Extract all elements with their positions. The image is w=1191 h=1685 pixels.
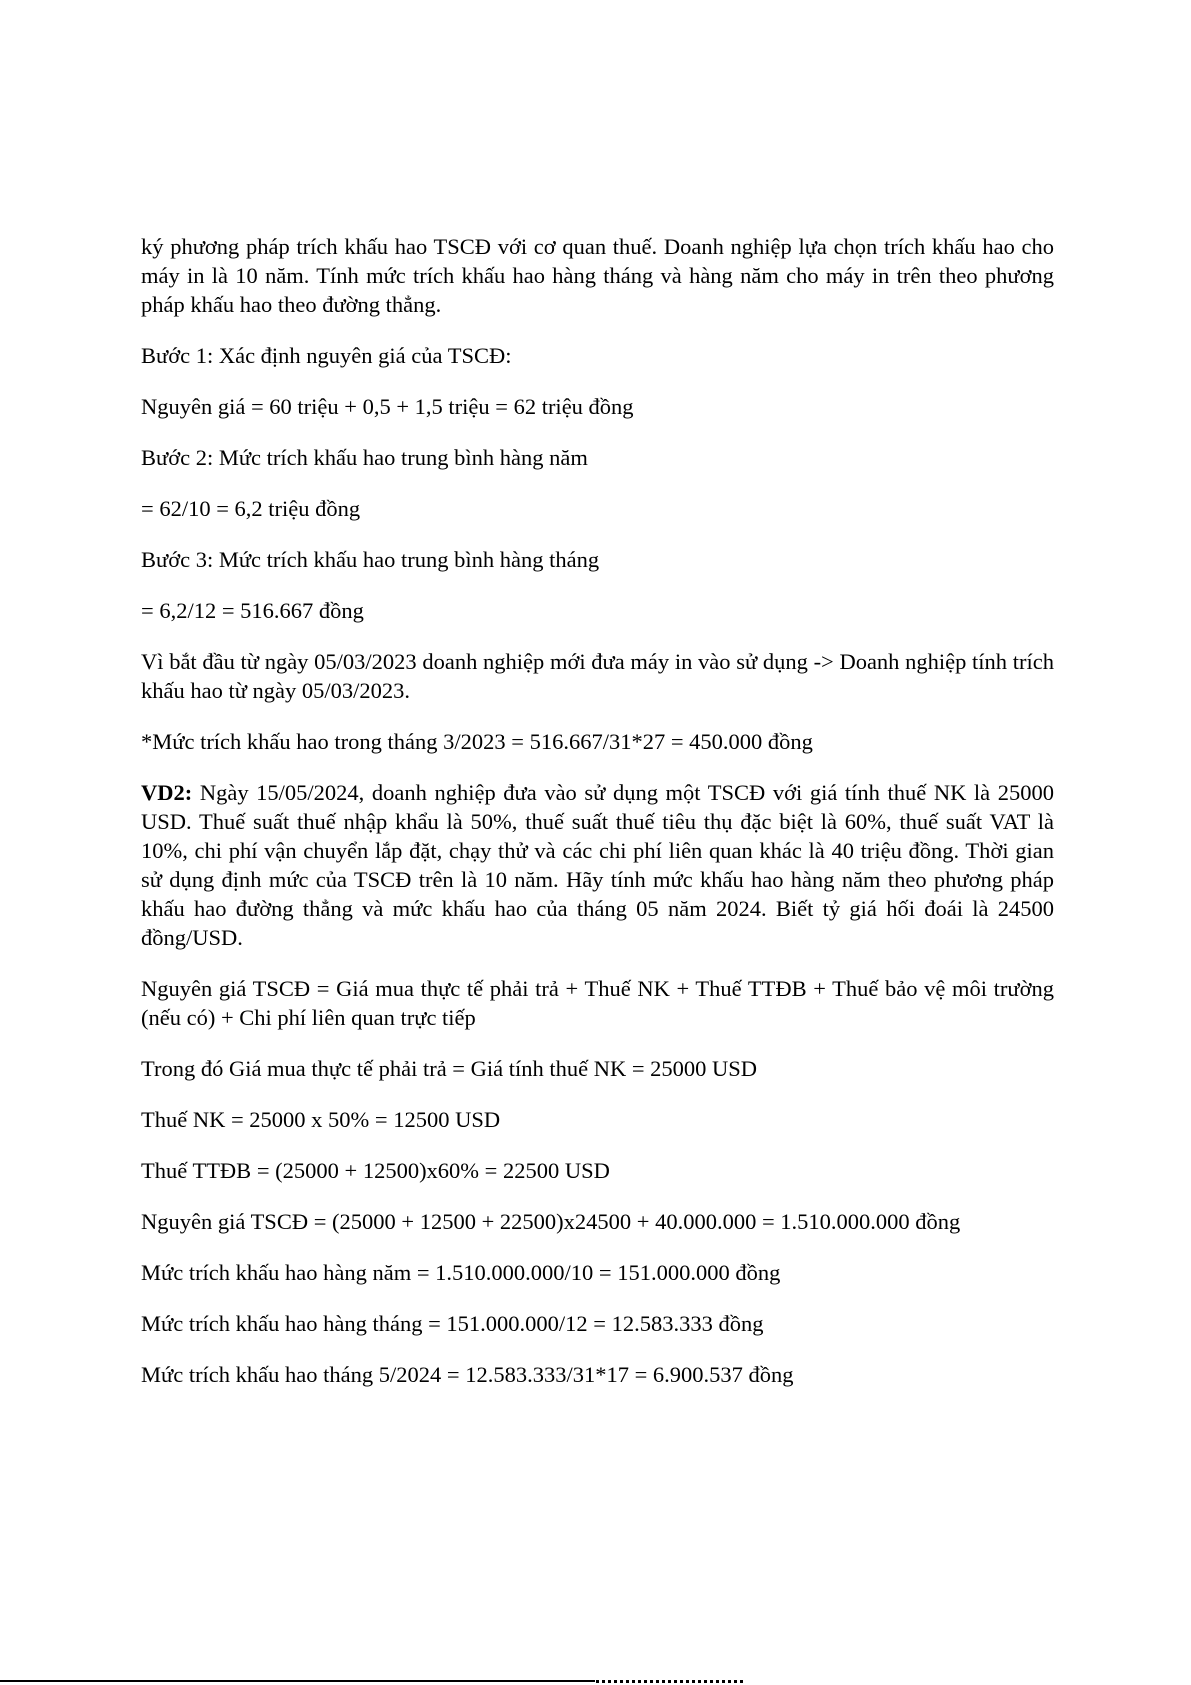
monthly-depreciation-result: = 6,2/12 = 516.667 đồng	[141, 598, 364, 623]
may-depreciation-line: Mức trích khấu hao tháng 5/2024 = 12.583.333/31*17 = 6.900.537 đồng	[141, 1362, 794, 1387]
original-cost-formula: Nguyên giá = 60 triệu + 0,5 + 1,5 triệu = 62 triệu đồng	[141, 394, 634, 419]
document-body	[141, 232, 1054, 1411]
step-3-heading: Bước 3: Mức trích khấu hao trung bình hàng tháng	[141, 547, 600, 572]
annual-depreciation-line: Mức trích khấu hao hàng năm = 1.510.000.000/10 = 151.000.000 đồng	[141, 1260, 781, 1285]
special-tax-line: Thuế TTĐB = (25000 + 12500)x60% = 22500 USD	[141, 1158, 610, 1183]
start-date-note: Vì bắt đầu từ ngày 05/03/2023 doanh nghiệp mới đưa máy in vào sử dụng -> Doanh nghiệp tính trích khấu hao từ ngày 05/03/2023.	[141, 649, 1054, 703]
example-2-label: VD2:	[141, 780, 193, 805]
example-2-problem	[141, 778, 1054, 952]
footer-divider	[0, 1680, 595, 1682]
example-2-text: Ngày 15/05/2024, doanh nghiệp đưa vào sử dụng một TSCĐ với giá tính thuế NK là 25000 USD. Thuế suất thuế nhập khẩu là 50%, thuế suất thuế tiêu thụ đặc biệt là 60%, thuế suất VAT là 10%, chi phí vận chuyển lắp đặt, chạy thử và các chi phí liên quan khác là 40 triệu đồng. Thời gian sử dụng định mức của TSCĐ trên là 10 năm. Hãy tính mức khấu hao hàng năm theo phương pháp khấu hao đường thẳng và mức khấu hao của tháng 05 năm 2024. Biết tỷ giá hối đoái là 24500 đồng/USD.	[141, 780, 1054, 950]
paragraph-intro: ký phương pháp trích khấu hao TSCĐ với cơ quan thuế. Doanh nghiệp lựa chọn trích khấu hao cho máy in là 10 năm. Tính mức trích khấu hao hàng tháng và hàng năm cho máy in trên theo phương pháp khấu hao theo đường thẳng.	[141, 234, 1054, 317]
footer-marks	[596, 1680, 746, 1683]
original-cost-calculation: Nguyên giá TSCĐ = (25000 + 12500 + 22500)x24500 + 40.000.000 = 1.510.000.000 đồng	[141, 1209, 961, 1234]
annual-depreciation-result: = 62/10 = 6,2 triệu đồng	[141, 496, 361, 521]
step-1-heading: Bước 1: Xác định nguyên giá của TSCĐ:	[141, 343, 512, 368]
original-cost-definition: Nguyên giá TSCĐ = Giá mua thực tế phải trả + Thuế NK + Thuế TTĐB + Thuế bảo vệ môi trường (nếu có) + Chi phí liên quan trực tiếp	[141, 976, 1054, 1030]
import-tax-line: Thuế NK = 25000 x 50% = 12500 USD	[141, 1107, 501, 1132]
purchase-price-line: Trong đó Giá mua thực tế phải trả = Giá tính thuế NK = 25000 USD	[141, 1056, 758, 1081]
monthly-depreciation-line: Mức trích khấu hao hàng tháng = 151.000.000/12 = 12.583.333 đồng	[141, 1311, 764, 1336]
step-2-heading: Bước 2: Mức trích khấu hao trung bình hàng năm	[141, 445, 588, 470]
march-depreciation-result: *Mức trích khấu hao trong tháng 3/2023 = 516.667/31*27 = 450.000 đồng	[141, 729, 813, 754]
